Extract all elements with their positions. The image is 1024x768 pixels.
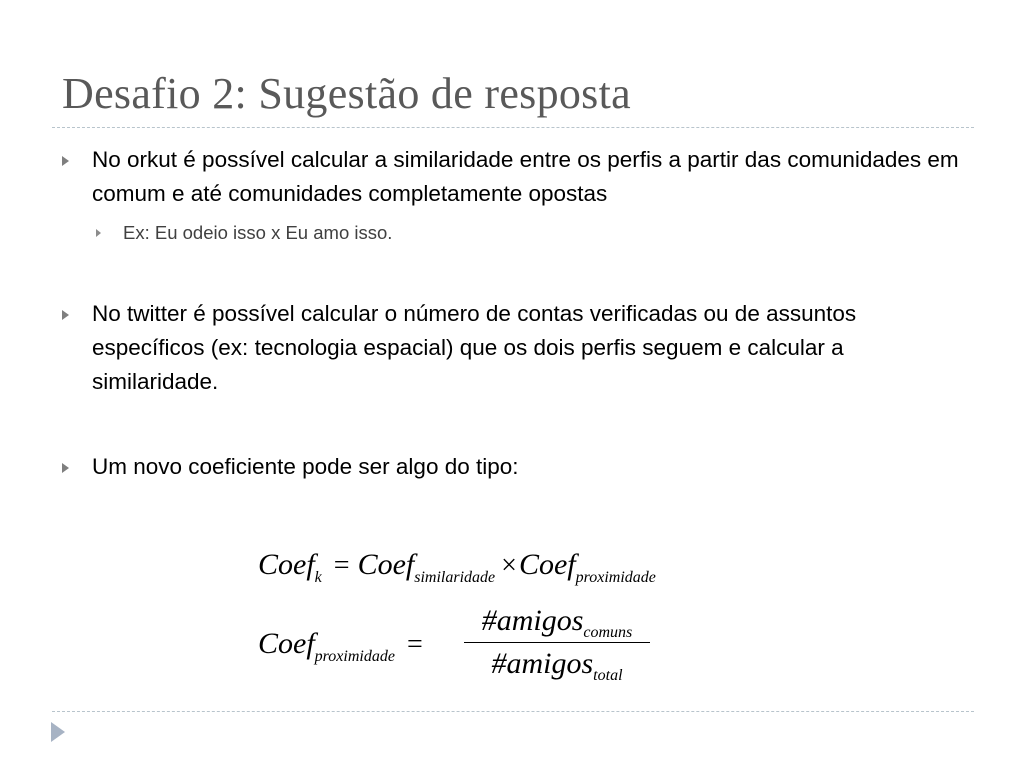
equation-coef-k: Coefk = Coefsimilaridade ×Coefproximidade bbox=[258, 548, 656, 586]
footer-divider bbox=[52, 711, 974, 712]
slide-title: Desafio 2: Sugestão de resposta bbox=[62, 69, 631, 118]
sub-bullet-icon bbox=[96, 229, 101, 237]
fraction-numerator: #amigoscomuns bbox=[481, 604, 633, 641]
bullet-text-twitter: No twitter é possível calcular o número de contas verificadas ou de assuntos específicos (ex: tecnologia espacial) que os dois perfis seguem e calcular a similaridade. bbox=[92, 301, 857, 394]
sub-bullet-text: Ex: Eu odeio isso x Eu amo isso. bbox=[123, 222, 393, 243]
bullet-icon bbox=[62, 463, 69, 473]
equation-coef-proximidade: Coefproximidade = bbox=[258, 627, 423, 665]
fraction-denominator: #amigostotal bbox=[491, 647, 623, 684]
bullet-text-coeficiente: Um novo coeficiente pode ser algo do tipo: bbox=[92, 454, 519, 479]
play-icon[interactable] bbox=[51, 722, 65, 742]
fraction-bar bbox=[464, 642, 650, 643]
title-divider bbox=[52, 127, 974, 128]
bullet-icon bbox=[62, 310, 69, 320]
fraction bbox=[464, 604, 650, 684]
bullet-text-orkut: No orkut é possível calcular a similaridade entre os perfis a partir das comunidades em comum e até comunidades completamente opostas bbox=[92, 147, 959, 206]
bullet-icon bbox=[62, 156, 69, 166]
